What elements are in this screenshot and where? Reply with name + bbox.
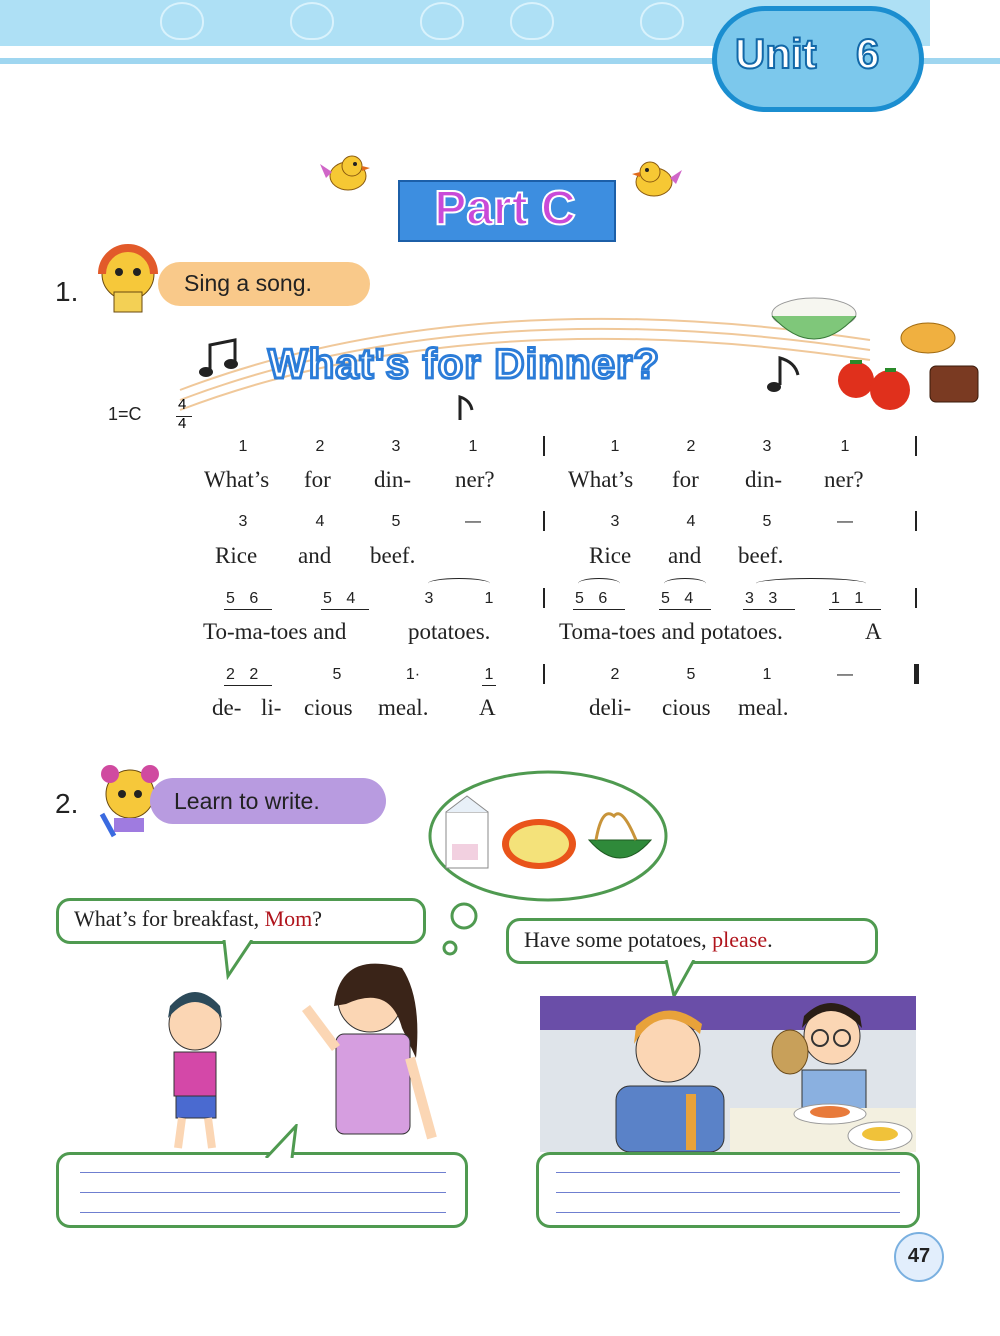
note: 1 1: [831, 590, 864, 607]
bird-icon: [628, 156, 684, 202]
lyric: What’s: [568, 467, 634, 492]
song-title: What's for Dinner?: [268, 340, 660, 387]
note: 1: [238, 438, 248, 455]
lyric: Toma-toes and potatoes.: [559, 619, 783, 644]
writing-line: [556, 1192, 900, 1193]
dialog-mom: What’s for breakfast, Mom?: [74, 906, 323, 931]
note: 4: [686, 513, 696, 530]
strawberry-icon: [160, 2, 204, 40]
note: 1: [484, 590, 494, 607]
bar-line: [543, 511, 545, 531]
lyric: ner?: [455, 467, 495, 492]
section-number: 1.: [55, 276, 79, 307]
underline: [482, 685, 496, 686]
note: 5: [332, 666, 342, 683]
bar-line: [543, 664, 545, 684]
strawberry-icon: [640, 2, 684, 40]
bar-line: [915, 588, 917, 608]
lyric: A: [479, 695, 496, 720]
note: 1: [484, 666, 494, 683]
note: 3: [238, 513, 248, 530]
bar-line: [915, 511, 917, 531]
note: 5: [686, 666, 696, 683]
lyric: din-: [745, 467, 783, 492]
dialog-highlight: Mom: [264, 906, 313, 931]
boys-dinner-illustration: [540, 996, 916, 1152]
note: 4: [315, 513, 325, 530]
time-signature-bottom: 4: [178, 415, 187, 432]
note: —: [837, 513, 853, 530]
note: —: [465, 513, 481, 530]
note: 5 6: [575, 590, 608, 607]
note: 2: [686, 438, 696, 455]
strawberry-icon: [510, 2, 554, 40]
lyric: and: [298, 543, 332, 568]
lyric: and: [668, 543, 702, 568]
lyric: cious: [662, 695, 711, 720]
lyric: de-: [212, 695, 242, 720]
bar-line: [543, 436, 545, 456]
lyric: What’s: [204, 467, 270, 492]
lyric: for: [304, 467, 331, 492]
note: 3: [391, 438, 401, 455]
note: 2 2: [226, 666, 259, 683]
part-title: Part C: [434, 182, 576, 235]
underline: [743, 609, 795, 610]
writing-box-right[interactable]: [536, 1152, 920, 1228]
underline: [659, 609, 711, 610]
lyric: deli-: [589, 695, 632, 720]
bar-line: [915, 436, 917, 456]
dialog-highlight: please: [712, 927, 768, 952]
strawberry-icon: [420, 2, 464, 40]
bubble-tail: [262, 1124, 306, 1158]
lyric: for: [672, 467, 699, 492]
lyric: meal.: [378, 695, 429, 720]
lyric: li-: [261, 695, 282, 720]
note: 3: [424, 590, 434, 607]
note: 5 6: [226, 590, 259, 607]
note: 1: [468, 438, 478, 455]
time-signature-top: 4: [178, 396, 187, 413]
strawberry-icon: [290, 2, 334, 40]
note: 1: [610, 438, 620, 455]
bubble-tail: [660, 960, 700, 1000]
lyric: din-: [374, 467, 412, 492]
tie-arc: [664, 578, 706, 589]
lyric: cious: [304, 695, 353, 720]
lyric: ner?: [824, 467, 864, 492]
note: 3 3: [745, 590, 778, 607]
note: 5 4: [323, 590, 356, 607]
note: 1·: [405, 666, 421, 683]
lyric: Rice: [215, 543, 258, 568]
tie-arc: [428, 578, 490, 589]
underline: [321, 609, 369, 610]
tie-arc: [578, 578, 620, 589]
note: 2: [610, 666, 620, 683]
note: 2: [315, 438, 325, 455]
instruction-write: Learn to write.: [174, 788, 320, 814]
note: —: [837, 666, 853, 683]
underline: [573, 609, 625, 610]
writing-line: [80, 1192, 446, 1193]
writing-line: [556, 1212, 900, 1213]
underline: [224, 685, 272, 686]
lyric: Rice: [589, 543, 632, 568]
unit-number: 6: [856, 30, 880, 77]
note: 5 4: [661, 590, 694, 607]
note: 3: [762, 438, 772, 455]
writing-line: [80, 1212, 446, 1213]
tie-arc: [756, 578, 866, 589]
page-number: 47: [907, 1245, 931, 1267]
note: 3: [610, 513, 620, 530]
note: 5: [762, 513, 772, 530]
note: 5: [391, 513, 401, 530]
lyric: To-ma-toes and: [203, 619, 347, 644]
song-key: 1=C: [108, 404, 142, 424]
note: 1: [762, 666, 772, 683]
unit-label: Unit: [735, 30, 817, 77]
underline: [224, 609, 272, 610]
end-bar-line: [914, 664, 919, 684]
lyric: beef.: [370, 543, 416, 568]
rice-bowl-icon: [766, 292, 862, 356]
writing-line: [80, 1172, 446, 1173]
writing-box-left[interactable]: [56, 1152, 468, 1228]
beef-icon: [928, 362, 980, 406]
lyric: A: [865, 619, 882, 644]
note: 1: [840, 438, 850, 455]
bird-icon: [318, 150, 374, 196]
headphone-kid-icon: [88, 234, 168, 318]
lyric: potatoes.: [408, 619, 491, 644]
section-number: 2.: [55, 788, 79, 819]
bar-line: [543, 588, 545, 608]
dialog-potatoes: Have some potatoes, please.: [524, 927, 773, 952]
instruction-sing: Sing a song.: [184, 270, 312, 296]
underline: [829, 609, 881, 610]
lyric: meal.: [738, 695, 789, 720]
lyric: beef.: [738, 543, 784, 568]
writing-line: [556, 1172, 900, 1173]
tomatoes-icon: [830, 350, 920, 412]
